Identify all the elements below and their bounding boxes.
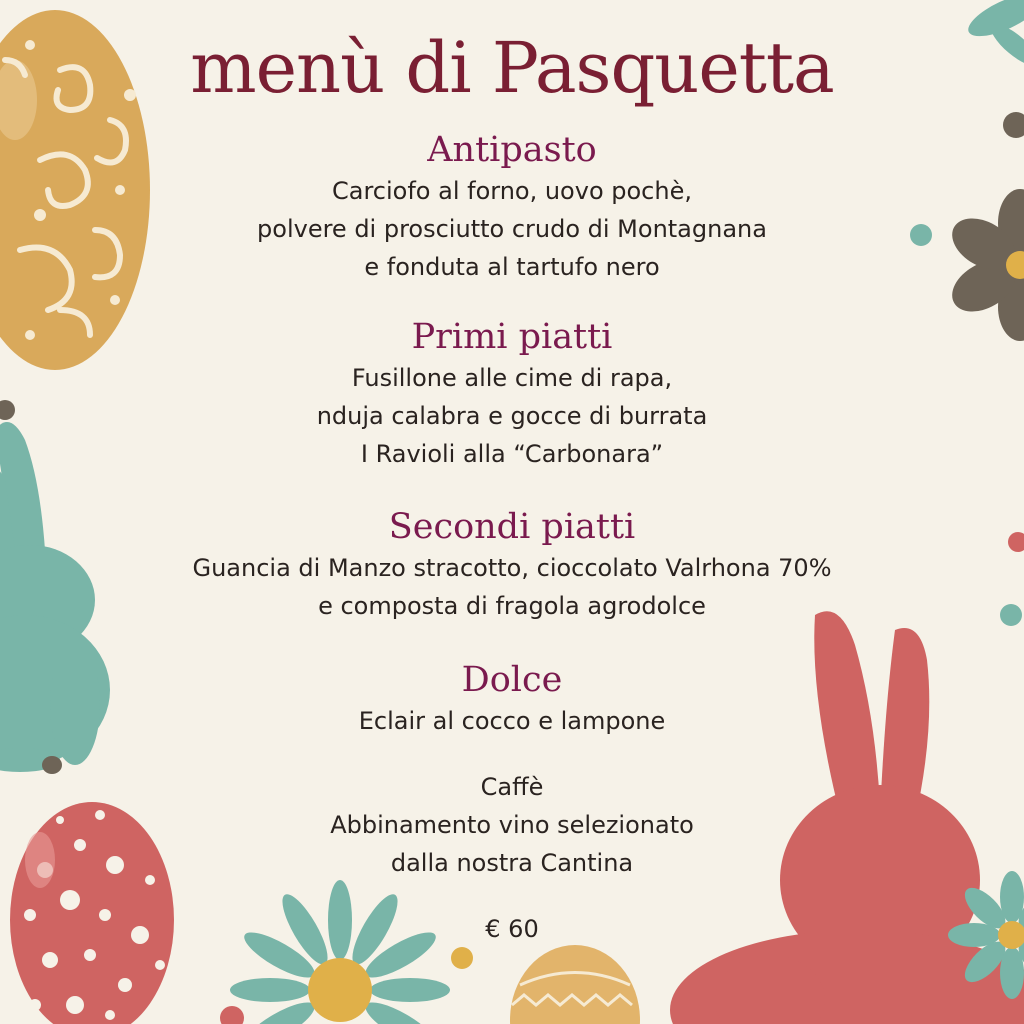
extra-line: dalla nostra Cantina — [390, 849, 634, 877]
section-heading: Primi piatti — [411, 317, 613, 357]
extra-line: Abbinamento vino selezionato — [330, 811, 694, 839]
dish-line: I Ravioli alla “Carbonara” — [360, 440, 664, 468]
dish-line: e composta di fragola agrodolce — [318, 592, 706, 620]
dish-line: nduja calabra e gocce di burrata — [316, 402, 708, 430]
section-extras — [0, 768, 1024, 882]
section-primi-piatti — [0, 315, 1024, 473]
menu-title: menù di Pasquetta — [190, 27, 834, 109]
dish-line: Eclair al cocco e lampone — [358, 707, 666, 735]
section-heading: Dolce — [461, 660, 563, 700]
dish-line: Carciofo al forno, uovo pochè, — [332, 177, 692, 205]
dish-line: e fonduta al tartufo nero — [364, 253, 660, 281]
menu-price: € 60 — [485, 915, 539, 943]
section-heading: Antipasto — [427, 130, 597, 170]
dish-line: Guancia di Manzo stracotto, cioccolato Valrhona 70% — [192, 554, 832, 582]
dish-line: Fusillone alle cime di rapa, — [351, 364, 673, 392]
extra-line: Caffè — [480, 773, 544, 801]
section-secondi-piatti — [0, 505, 1024, 625]
section-heading: Secondi piatti — [388, 507, 636, 547]
dish-line: polvere di prosciutto crudo di Montagnana — [257, 215, 767, 243]
section-dolce — [0, 658, 1024, 740]
section-antipasto — [0, 128, 1024, 286]
